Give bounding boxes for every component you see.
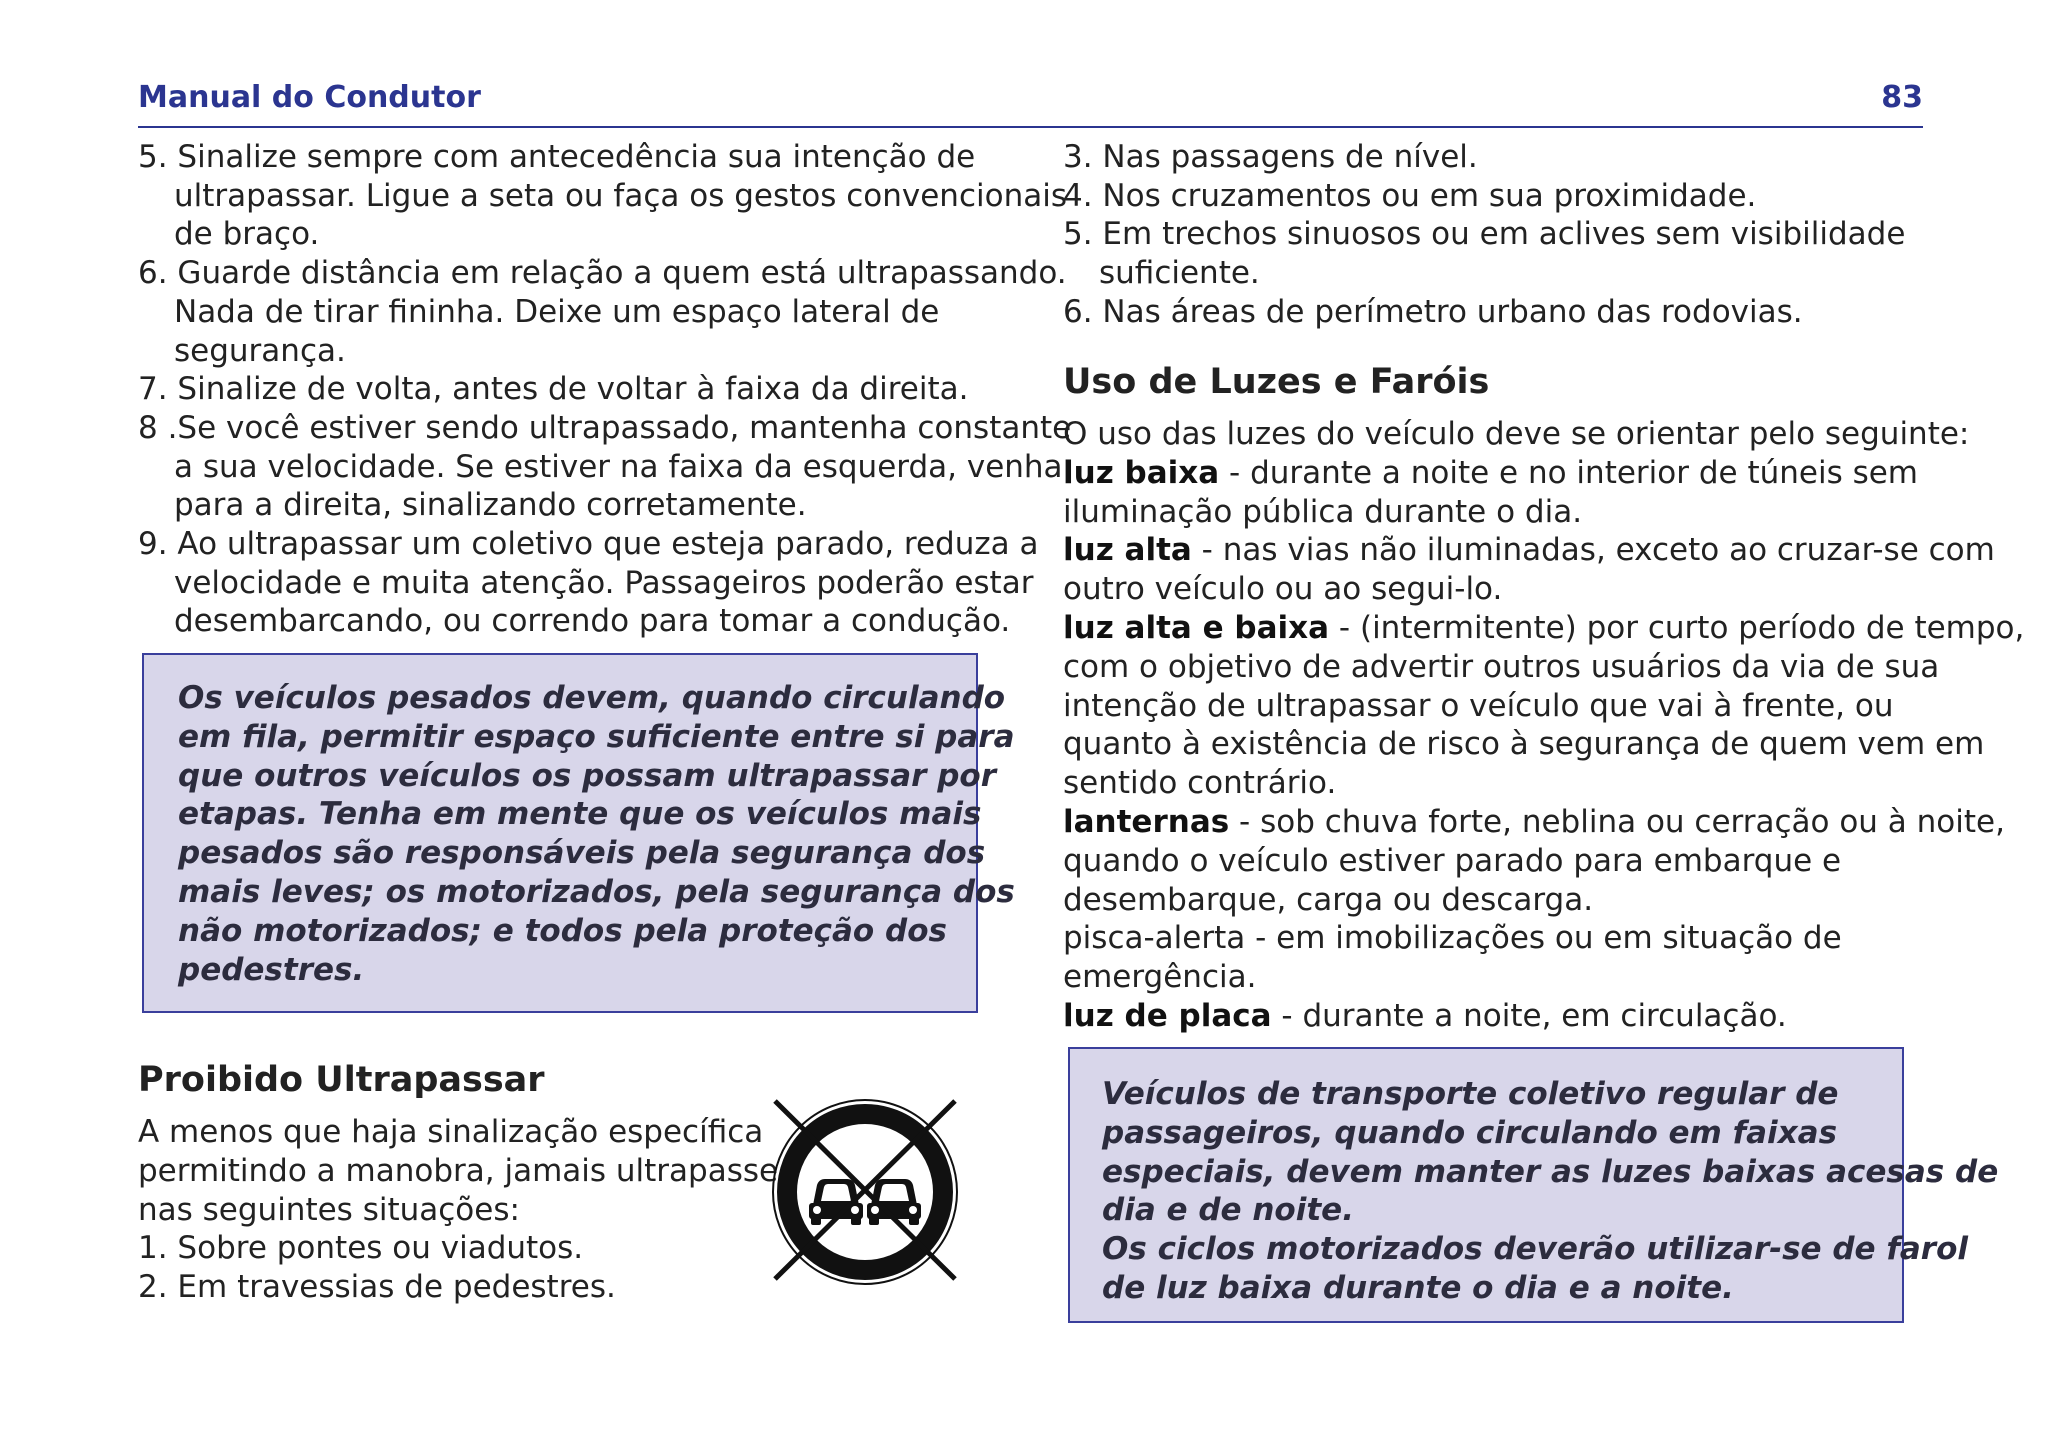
overtaking-steps-list (138, 138, 1072, 641)
list-item: 5. Em trechos sinuosos ou em aclives sem visibilidade suficiente. (1063, 216, 1906, 292)
right-column (1063, 138, 1933, 332)
no-overtaking-sign-icon (765, 1095, 965, 1285)
list-item: 6. Nas áreas de perímetro urbano das rodovias. (1063, 293, 1803, 330)
list-item: 6. Guarde distância em relação a quem está ultrapassando. Nada de tirar fininha. Deixe um espaço lateral de segurança. (138, 255, 1067, 369)
light-item-luz-de-placa: luz de placa - durante a noite, em circulação. (1063, 997, 1787, 1034)
list-item: 4. Nos cruzamentos ou em sua proximidade. (1063, 177, 1757, 214)
heavy-vehicles-note-box: Os veículos pesados devem, quando circulando em fila, permitir espaço suficiente entre si para que outros veículos os possam ultrapassar por etapas. Tenha em mente que os veículos mais pesados são responsáveis pela segurança dos mais leves; os motorizados, pela segurança dos não motorizados; e todos pela proteção dos pedestres. (142, 653, 978, 1013)
list-item: 3. Nas passagens de nível. (1063, 139, 1478, 175)
manual-title: Manual do Condutor (138, 80, 481, 115)
proibido-paragraph: A menos que haja sinalização específica permitindo a manobra, jamais ultrapasse nas seguintes situações: 1. Sobre pontes ou viadutos. 2. Em travessias de pedestres. (138, 1114, 779, 1306)
page-header (138, 80, 1923, 128)
left-column (138, 138, 1072, 641)
light-item-pisca-alerta: pisca-alerta - em imobilizações ou em situação de (1063, 920, 1842, 957)
page-number: 83 (1881, 80, 1923, 115)
luzes-heading: Uso de Luzes e Faróis (1063, 362, 1490, 402)
list-item: 9. Ao ultrapassar um coletivo que esteja parado, reduza a velocidade e muita atenção. Passageiros poderão estar desembarcando, ou correndo para tomar a condução. (138, 526, 1039, 640)
lights-usage-text: O uso das luzes do veículo deve se orientar pelo seguinte: luz baixa - durante a noite e no interior de túneis sem iluminação pública durante o dia. luz alta - nas vias não iluminadas, exceto ao cruzar-se com outro veículo ou ao segui-lo. luz alta e baixa - (intermitente) por curto período de tempo, com o objetivo de advertir outros usuários da via de sua intenção de ultrapassar o veículo que vai à frente, ou quanto à existência de risco à segurança de quem vem em sentido contrário. lanternas - sob chuva forte, neblina ou cerração ou à noite, quando o veículo estiver parado para embarque e desembarque, carga ou descarga. pisca-alerta - em imobilizações ou em situação de emergência. luz de placa - durante a noite, em circulação. (1063, 416, 2025, 1034)
no-overtaking-places-list (1063, 138, 1933, 332)
proibido-heading: Proibido Ultrapassar (138, 1060, 545, 1100)
collective-transport-note-box: Veículos de transporte coletivo regular de passageiros, quando circulando em faixas especiais, devem manter as luzes baixas acesas de dia e de noite. Os ciclos motorizados deverão utilizar-se de farol de luz baixa durante o dia e a noite. (1068, 1047, 1904, 1323)
light-item-luz-alta: luz alta - nas vias não iluminadas, exceto ao cruzar-se com (1063, 532, 1995, 569)
lights-intro: O uso das luzes do veículo deve se orientar pelo seguinte: (1063, 416, 1970, 452)
list-item: 5. Sinalize sempre com antecedência sua intenção de ultrapassar. Ligue a seta ou faça os gestos convencionais de braço. (138, 139, 1067, 253)
light-item-lanternas: lanternas - sob chuva forte, neblina ou cerração ou à noite, (1063, 803, 2005, 840)
list-item: 7. Sinalize de volta, antes de voltar à faixa da direita. (138, 371, 969, 408)
light-item-luz-baixa: luz baixa - durante a noite e no interior de túneis sem (1063, 454, 1919, 491)
light-item-luz-alta-e-baixa: luz alta e baixa - (intermitente) por curto período de tempo, (1063, 609, 2025, 646)
list-item: 8 .Se você estiver sendo ultrapassado, mantenha constante a sua velocidade. Se estiver na faixa da esquerda, venha para a direita, sinalizando corretamente. (138, 409, 1072, 524)
